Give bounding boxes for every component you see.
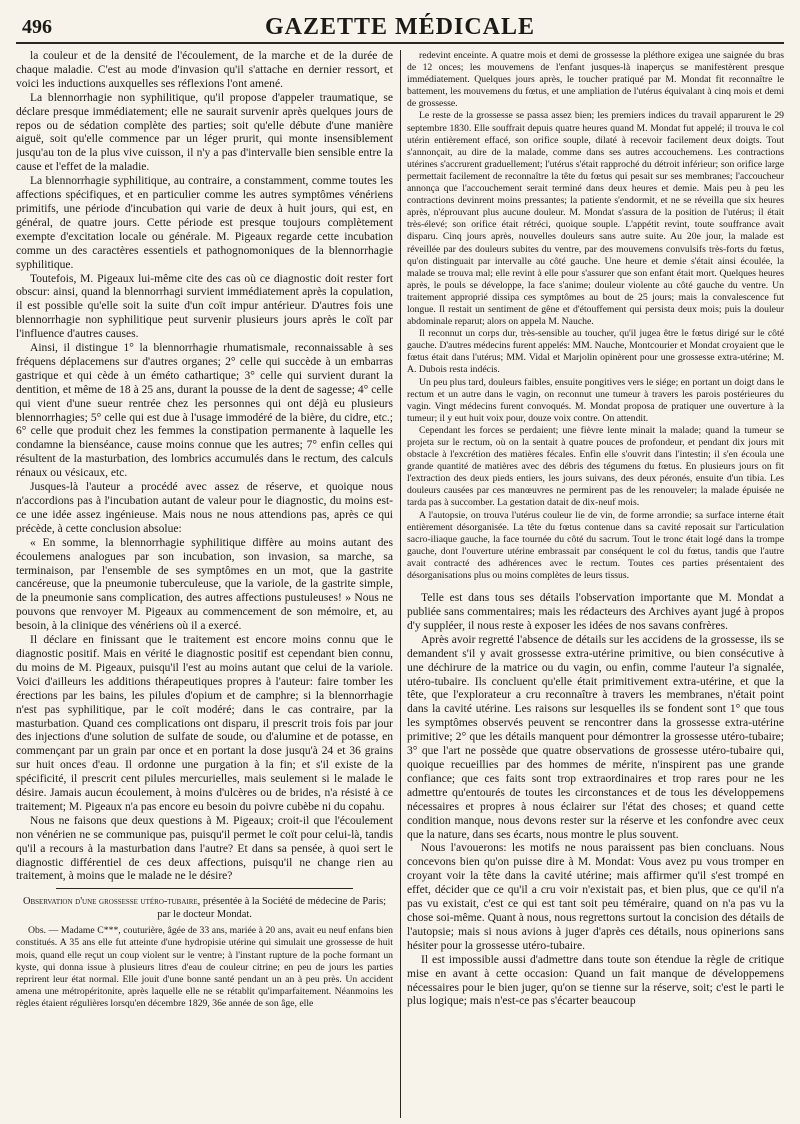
section-divider [56, 888, 353, 889]
paragraph: Après avoir regretté l'absence de détails sur les accidens de la grossesse, ils se demandent s'il y avait grossesse extra-utérine primitive, ou bien consécutive à une déchirure de la matrice ou du vagin, ou enfin, comme l'auteur l'a signalée, utéro-tubaire. Ils concluent qu'elle était primitivement extra-utérine, et que la tête, que l'explorateur a cru reconnaître à travers les membranes, n'était point dans la cavité utérine. Les raisons sur lesquelles ils se fondent sont 1° que tous les symptômes observés peuvent se rencontrer dans la grossesse extra-utérine primitive; 2° que les détails manquent pour démontrer la grossesse utéro-tubaire; 3° que l'art ne possède que quatre observations de grossesse utéro-tubaire qui, quoique recueillies par des hommes de mérite, n'inspirent pas une grande confiance; que ces faits sont trop extraordinaires et trop rares pour ne les admettre qu'entourés de toutes les circonstances et de tous les développemens nécessaires et propres à nous éclairer sur l'état des choses; et quand cette condition manque, nous devons rester sur la réserve et les confondre avec ceux que la nature, dans ses écarts, nous montre le plus souvent. [407, 633, 785, 841]
column-rule [400, 50, 401, 1118]
left-column [16, 50, 393, 1118]
section-title [16, 895, 393, 921]
paragraph: Nous l'avouerons: les motifs ne nous paraissent pas bien concluans. Nous concevons bien qu'on puisse dire à M. Mondat: Vous avez pu vous tromper en croyant voir la tête dans la cavité utérine; mais affirmer qu'il s'est trompé en effet, décider que ce qu'il a cru voir n'existait pas, et bien plus, que ce qu'il n'a pas vu existait, c'est ce qui est tant soit peu téméraire, quand on n'a pas vu la chose soi-même. Quant à nous, nous regrettons surtout la concision des détails de l'autopsie; mais si nous avions à juger d'après ces détails, nous opinerions sans hésiter pour la grossesse utéro-tubaire. [407, 842, 785, 952]
page-number: 496 [22, 16, 52, 38]
right-column [407, 50, 784, 1118]
paragraph: La blennorrhagie non syphilitique, qu'il propose d'appeler traumatique, se déclare presque immédiatement; elle ne saurait survenir après quelques jours de repos ou de sédation complète des parties; soit qu'elle débute d'une manière aiguë, soit qu'elle commence par un léger prurit, qui monte insensiblement jusqu'au ton de la plus vive cuisson, il n'y a pas d'intervalle bien sensible entre la cause et l'effet de la maladie. [16, 91, 394, 174]
running-title: GAZETTE MÉDICALE [264, 14, 536, 40]
paragraph: « En somme, la blennorrhagie syphilitique diffère au moins autant des écoulemens analogues par son incubation, son invasion, sa marche, sa terminaison, par l'ensemble de ses symptômes en un mot, que la gastrite cancéreuse, que la pneumonie tuberculeuse, que la variole, de la gastrite simple, de la pneumonie sans complication, des autres affections pustuleuses! » Nous ne pouvons que renvoyer M. Pigeaux au commencement de son mémoire, et, au besoin, à la clinique des vénériens où il a exercé. [16, 536, 394, 633]
observation-continued [407, 50, 784, 582]
text-columns [16, 50, 784, 1118]
page-header [16, 14, 784, 44]
paragraph: Il reconnut un corps dur, très-sensible au toucher, qu'il jugea être le fœtus dirigé sur le côté gauche. D'autres médecins furent appelés: MM. Nauche, Montcourier et Mondat croyaient que le fœtus était dans l'utérus; MM. Vidal et Marjolin opinèrent pour une grossesse extra-utérine; M. A. Dubois resta indécis. [407, 328, 785, 376]
paragraph: Il est impossible aussi d'admettre dans toute son étendue la règle de critique mise en avant à cette occasion: Quand un fait manque de développemens nécessaires pour le bien juger, qu'on se tienne sur la réserve, soit; c'est le parti le plus logique; mais n'est-ce pas s'écarter beaucoup [407, 953, 785, 1008]
paragraph: Nous ne faisons que deux questions à M. Pigeaux; croit-il que l'écoulement non vénérien ne se communique pas, puisqu'il permet le coït pour celui-là, tandis qu'il a recours à la masturbation dans l'autre? Et dans sa pensée, à quoi sert le diagnostic différentiel de ces deux affections, puisqu'il ne change rien au traitement, à moins que le malade ne le désire? [16, 814, 394, 883]
left-column-body [16, 50, 393, 884]
paragraph: A l'autopsie, on trouva l'utérus couleur lie de vin, de forme arrondie; sa surface interne était entièrement désorganisée. La tête du fœtus contenue dans sa cavité reposait sur l'articulation sacro-iliaque gauche, la face tournée du côté du sacrum. Tout le tronc était logé dans la trompe gauche, dont l'ouverture utérine embrassait par conséquent le col du fœtus, tandis que l'autre avait contracté des adhérences avec le rectum. Toutes ces parties présentaient des désorganisations plus ou moins complètes de leurs tissus. [407, 509, 785, 582]
paragraph: Un peu plus tard, douleurs faibles, ensuite pongitives vers le siége; en portant un doigt dans le rectum et un autre dans le vagin, on reconnut une tumeur à travers les parois postérieures du vagin. Vingt médecins furent convoqués. M. Mondat proposa de pratiquer une ouverture à la tumeur; il y eut huit voix pour, douze voix contre. On attendit. [407, 376, 785, 424]
paragraph: Le reste de la grossesse se passa assez bien; les premiers indices du travail apparurent le 29 septembre 1830. Elle souffrait depuis quatre heures quand M. Mondat fut appelé; il trouva le col utérin entièrement effacé, son orifice souple, dilaté à recevoir facilement deux doigts. Tout s'annonçait, au dire de la malade, comme dans ses autres accouchemens. Les contractions utérines s'accrurent graduellement; l'utérus s'était rapproché du détroit inférieur; son orifice large permettait facilement de reconnaître la tête du fœtus qui pesait sur ses membranes; l'accoucheur annonça que l'accouchement serait terminé dans deux heures et demie. Mais peu à peu les contractions devinrent moins pressantes; la patiente s'endormit, et ne se réveilla que six heures après, n'éprouvant plus aucune douleur. M. Mondat s'assura de la position de l'utérus; il était très-élevé; son orifice était rétréci, quoique souple. L'appétit revint, toute souffrance avait disparu. Cinq jours après, nouvelles douleurs sans autre suite. Au 20e jour, la malade est réveillée par des douleurs subites du ventre, par des mouvemens convulsifs très-forts du fœtus, qu'on distinguait par intervalle au côté gauche. Une heure et demie s'était ainsi écoulée, la malade se trouva mal; elle revint à elle pour s'assurer que son enfant était mort. Quelques heures après, le pouls se développe, la face s'anime; douleur violente au côté gauche du ventre. Un traitement approprié dissipa ces symptômes au bout de 25 jours; mais la convalescence fut longue. Il restait un sentiment de gêne et d'étouffement qui persista deux mois; puis la douleur abdominale reparut; alors on appela M. Nauche. [407, 110, 785, 328]
paragraph: La blennorrhagie syphilitique, au contraire, a constamment, comme toutes les affections spécifiques, et en particulier comme les autres symptômes vénériens primitifs, une période d'incubation qui varie de deux à huit jours, qui est, en général, de quatre jours. Cette période est presque toujours complètement exempte d'excitation locale ou générale. M. Pigeaux regarde cette incubation comme un des caractères essentiels et pathognomoniques de la blennorrhagie syphilitique. [16, 175, 394, 271]
section-title-rest: , présentée à la Société de médecine de Paris; par le docteur Mondat. [157, 896, 387, 921]
paragraph: Cependant les forces se perdaient; une fièvre lente minait la malade; quand la tumeur se projeta sur le rectum, où on la sentait à quatre pouces de profondeur, et pendant dix jours mit obstacle à l'excrétion des matières fécales. Enfin elle s'ouvrit dans l'intestin; il s'en écoula une grande quantité de matières avec des débris des tégumens du fœtus. En plusieurs jours on fit l'extraction des deux pieds entiers, les jours suivans, des deux péronés, ensuite d'un tibia. Les douleurs causées par ces manœuvres ne permirent pas de les renouveler; la malade épuisée ne tarda pas à succomber. La gestation datait de dix-neuf mois. [407, 424, 785, 509]
paragraph: Ainsi, il distingue 1° la blennorrhagie rhumatismale, reconnaissable à ses fréquens déplacemens sur d'autres organes; 2° celle qui succède à un embarras gastrique et qui cède à un éméto cathartique; 3° celle qui survient durant la dentition, et même de 18 à 25 ans, durant la pousse de la dent de sagesse; 4° celle qui vient d'une sueur rentrée chez les personnes qui ont déjà eu plusieurs blennorrhagies; 5° celle qui est due à l'usage immodéré de la bière, du cidre, etc.; 6° celle que produit chez les femmes la constipation permanente à laquelle les condamne la bienséance, cause moins connue que les autres; 7° enfin celles qui résultent de la masturbation, des lombrics accumulés dans le rectum, des calculs rénaux ou vésicaux, etc. [16, 342, 394, 480]
observation-text [16, 925, 393, 1010]
paragraph: Toutefois, M. Pigeaux lui-même cite des cas où ce diagnostic doit rester fort obscur: ainsi, quand la blennorrhagi survient immédiatement après la copulation, il est possible qu'elle soit la suite d'un coït impur antérieur. D'autres fois une blennorrhagie non syphilitique peut survenir plusieurs jours après le coït par l'influence d'autres causes. [16, 272, 394, 341]
section-title-caps: Observation d'une grossesse utéro-tubaire [22, 896, 198, 908]
paragraph: Telle est dans tous ses détails l'observation importante que M. Mondat a publiée sans commentaires; mais les rédacteurs des Archives ayant jugé à propos d'y suppléer, il nous reste à exposer les idées de nos savans confrères. [407, 592, 785, 632]
paragraph: Jusques-là l'auteur a procédé avec assez de réserve, et quoique nous n'accordions pas à l'incubation autant de valeur pour le diagnostic, du moins est-ce une idée assez ingénieuse. Mais nous ne nous attendions pas, après ce qui précède, à cette conclusion absolue: [16, 481, 394, 535]
paragraph: la couleur et de la densité de l'écoulement, de la marche et de la durée de chaque maladie. C'est au mode d'invasion qu'il s'attache en dernier ressort, et voici les inductions auxquelles ses réflexions l'ont amené. [16, 50, 394, 90]
observation-paragraph: Obs. — Madame C***, couturière, âgée de 33 ans, mariée à 20 ans, avait eu neuf enfans bien constitués. A 35 ans elle fut atteinte d'une hydropisie utérine qui simulait une grossesse de huit mois, quand elle reçut un coup violent sur le ventre; à l'instant rupture de la poche formant un kyste, qui donna issue à plusieurs litres d'eau de couleur citrine; en peu de jours les parties reprirent leur état normal. Elle jouit d'une bonne santé pendant un an à peu près. Un accident amena une métropéritonite, après laquelle elle ne se rétablit qu'imparfaitement. Néanmoins les règles étaient régulières lorsqu'en décembre 1829, 36e année de son âge, elle [16, 925, 394, 1009]
paragraph: redevint enceinte. A quatre mois et demi de grossesse la pléthore exigea une saignée du bras de 12 onces; les mouvemens de l'enfant jusques-là inaperçus se manifestèrent presque immédiatement. Quelques jours après, le toucher pratiqué par M. Mondat fit reconnaître le battement, les mouvemens du fœtus, et une ampliation de l'utérus équivalant à cinq mois et demi de grossesse. [407, 50, 785, 110]
commentary-text [407, 592, 784, 1009]
spacer [407, 582, 784, 592]
paragraph: Il déclare en finissant que le traitement est encore moins connu que le diagnostic positif. Mais en vérité le diagnostic positif est cependant bien connu, du moins de M. Pigeaux, puisqu'il l'est au moins autant que celui de la variole. Voici d'ailleurs les additions thérapeutiques propres à l'auteur: faire tomber les érections par les bains, les pilules d'opium et de camphre; si la blennorrhagie n'est pas syphilitique, par le coït modéré; dans le cas contraire, par la masturbation. Quand ces complications ont disparu, il prescrit trois fois par jour des injections d'une solution de sulfate de soude, ou d'alumine et de potasse, en commençant par un grain par once et en portant la dose jusqu'à 24 et 36 grains sur huit onces d'eau. Il ordonne une purgation à la fin; et s'il existe de la spécificité, il prescrit cent pilules mercurielles, mais seulement si le malade le désire. Jamais aucun écoulement, à moins d'ulcères ou de brides, n'a résisté à ce traitement; M. Pigeaux n'a pas encore eu besoin du poivre cubèbe ni du copahu. [16, 634, 394, 813]
